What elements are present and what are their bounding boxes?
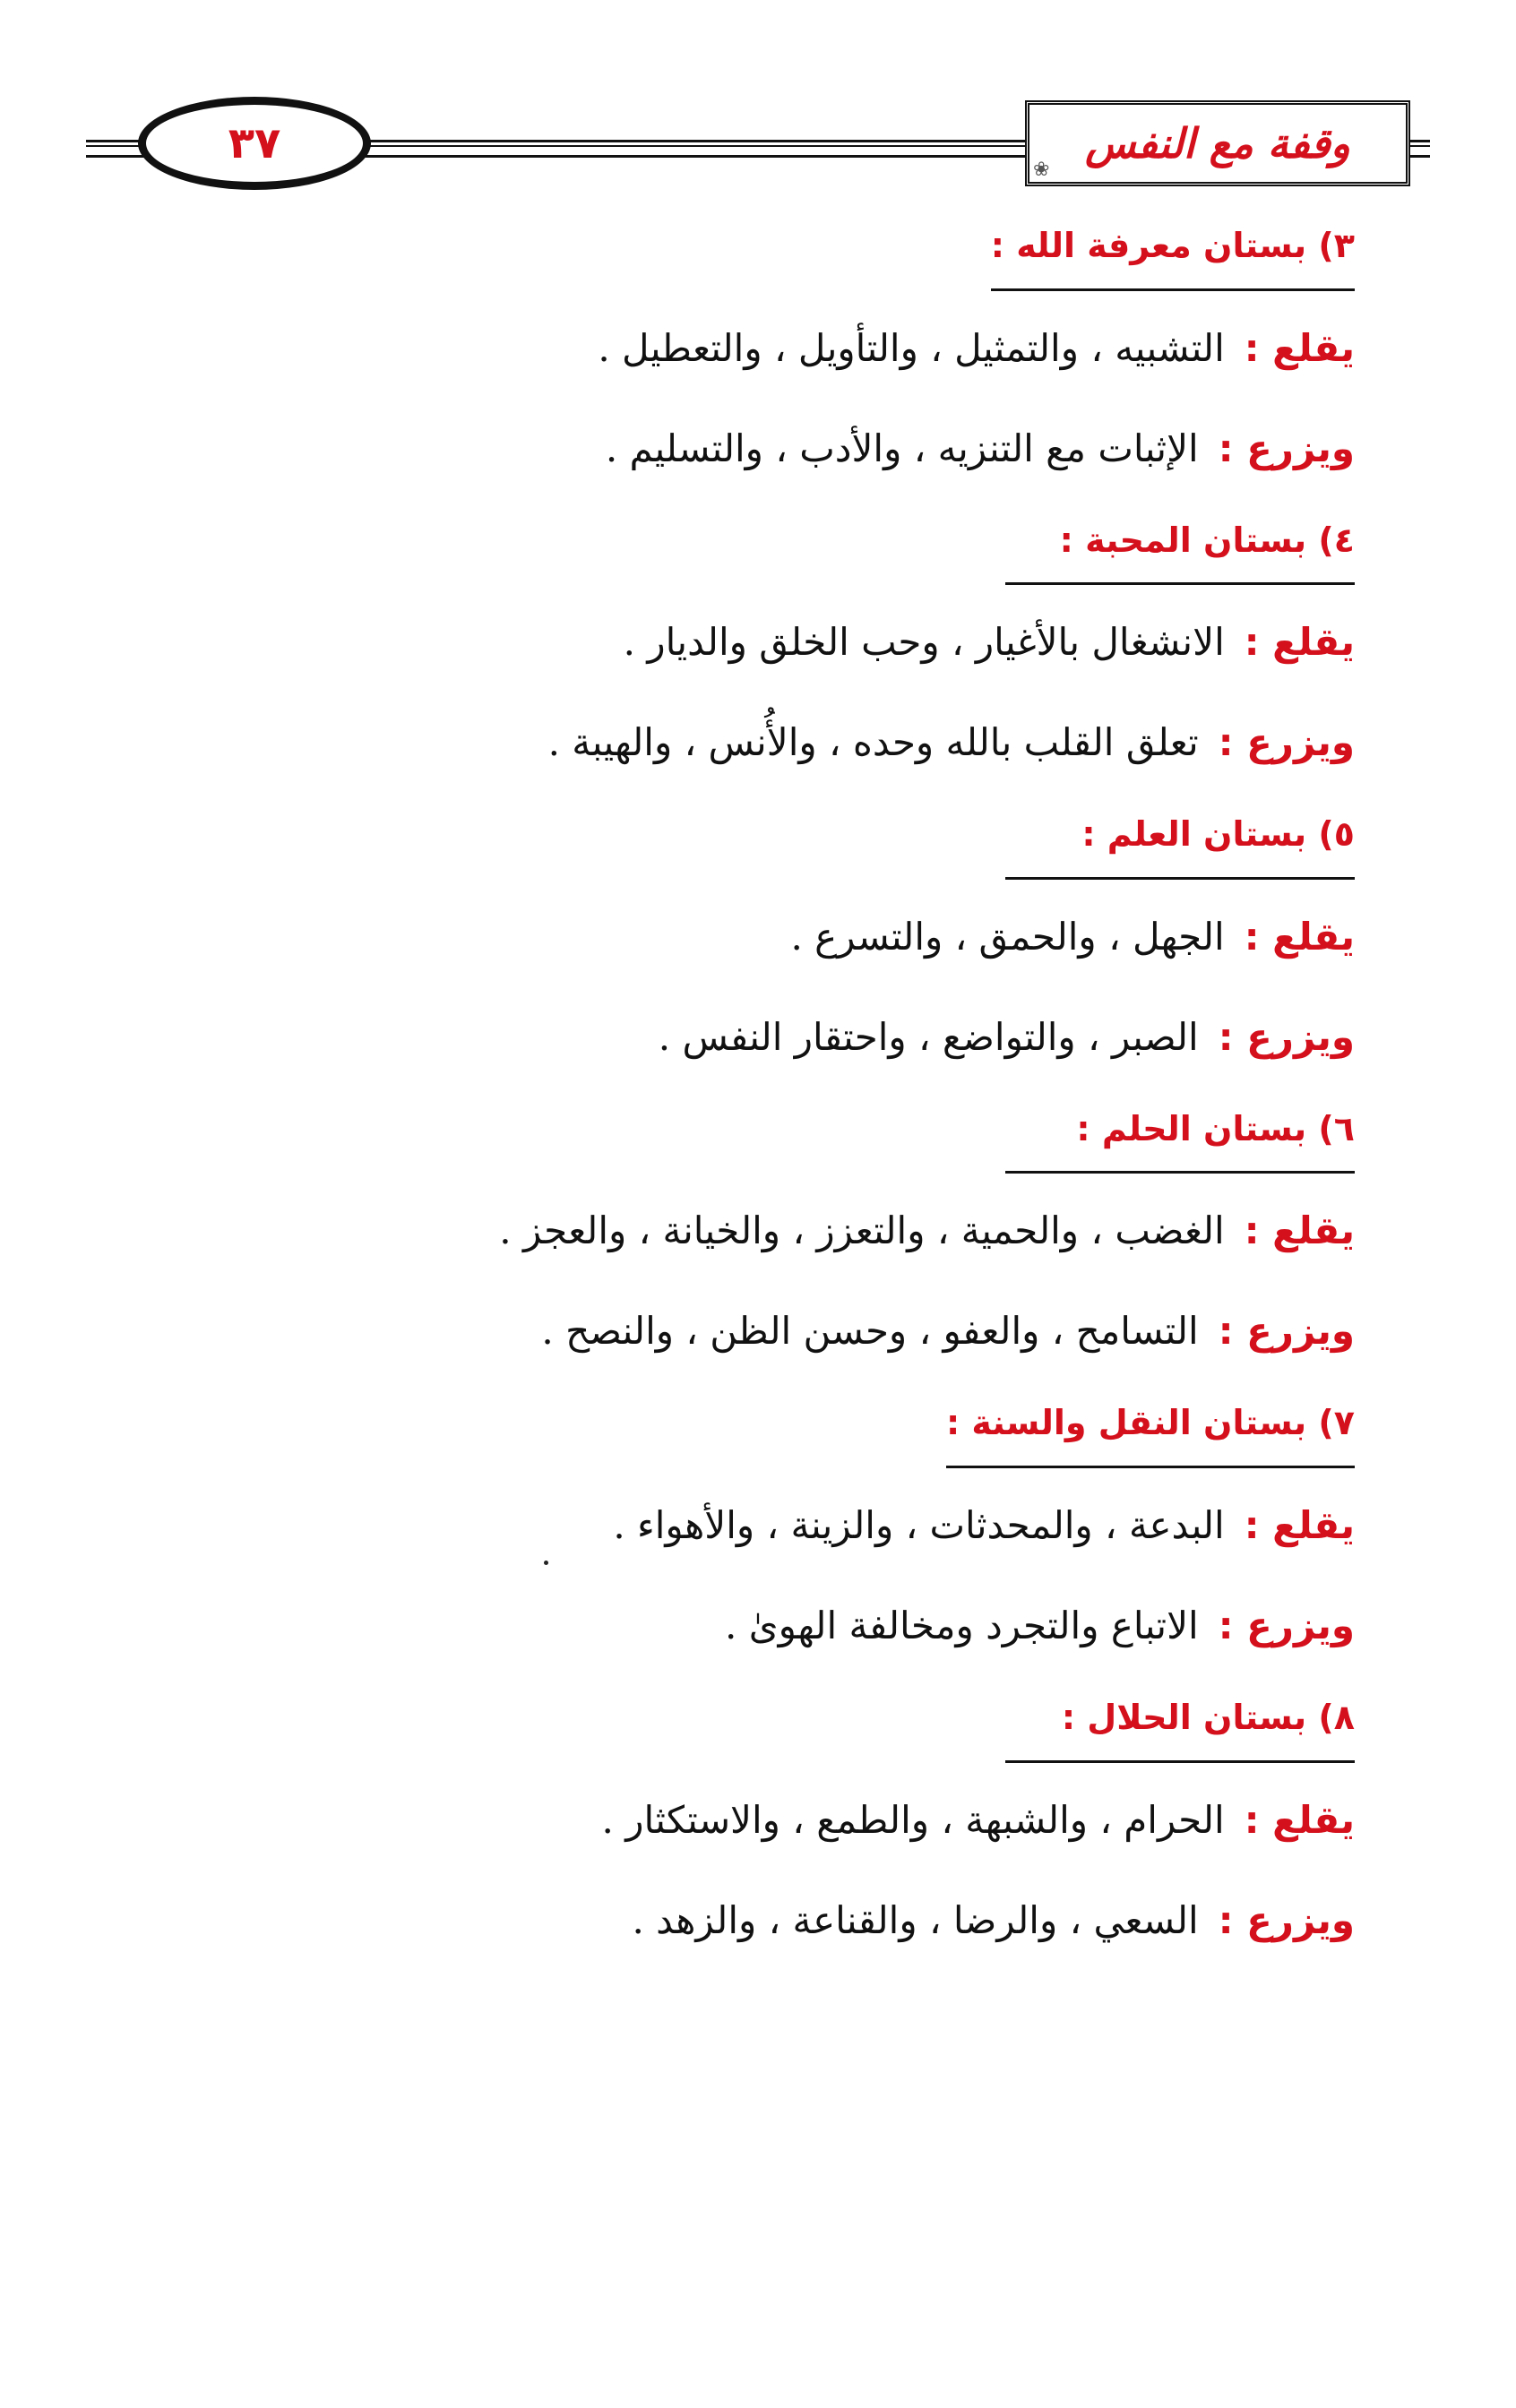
uproot-label: يقلع : <box>1244 1797 1355 1842</box>
plant-text: الإثبات مع التنزيه ، والأدب ، والتسليم . <box>605 426 1199 470</box>
plant-label: ويزرع : <box>1218 1603 1355 1647</box>
plant-label: ويزرع : <box>1218 426 1355 470</box>
uproot-label: يقلع : <box>1244 325 1355 370</box>
section-7 <box>172 1403 1355 1649</box>
section-heading: ٣) بستان معرفة الله : <box>990 226 1355 265</box>
uproot-line <box>172 325 1355 372</box>
plant-line <box>172 1014 1355 1061</box>
print-speck <box>544 1561 548 1565</box>
page-header <box>86 90 1430 201</box>
section-8 <box>172 1698 1355 1944</box>
heading-underline <box>1005 877 1355 880</box>
section-4 <box>172 520 1355 767</box>
plant-label: ويزرع : <box>1218 720 1355 765</box>
section-heading: ٥) بستان العلم : <box>1081 814 1355 855</box>
heading-underline <box>1005 1171 1355 1174</box>
uproot-line <box>172 1797 1355 1844</box>
uproot-text: الجهل ، والحمق ، والتسرع . <box>790 914 1225 959</box>
plant-text: التسامح ، والعفو ، وحسن الظن ، والنصح . <box>541 1309 1199 1354</box>
running-title: وقفة مع النفس <box>1085 119 1350 168</box>
page-number: ٣٧ <box>228 118 281 168</box>
section-heading: ٧) بستان النقل والسنة : <box>945 1403 1355 1443</box>
plant-text: تعلق القلب بالله وحده ، والأُنس ، والهيبة . <box>547 720 1199 765</box>
uproot-line <box>172 1208 1355 1254</box>
uproot-text: التشبيه ، والتمثيل ، والتأويل ، والتعطيل . <box>598 325 1225 370</box>
plant-text: الصبر ، والتواضع ، واحتقار النفس . <box>658 1014 1199 1059</box>
plant-line <box>172 1603 1355 1649</box>
plant-line <box>172 426 1355 472</box>
heading-underline <box>1005 582 1355 585</box>
uproot-label: يقلع : <box>1244 620 1355 665</box>
plant-label: ويزرع : <box>1218 1897 1355 1942</box>
page-number-oval <box>138 97 371 190</box>
plant-label: ويزرع : <box>1218 1309 1355 1354</box>
plant-line <box>172 1308 1355 1354</box>
section-heading: ٨) بستان الحلال : <box>1061 1697 1355 1737</box>
section-5 <box>172 814 1355 1061</box>
plant-text: الاتباع والتجرد ومخالفة الهوىٰ . <box>725 1603 1199 1647</box>
uproot-text: البدعة ، والمحدثات ، والزينة ، والأهواء . <box>613 1502 1225 1547</box>
plant-line <box>172 1897 1355 1944</box>
uproot-text: الحرام ، والشبهة ، والطمع ، والاستكثار . <box>601 1797 1225 1842</box>
plant-text: السعي ، والرضا ، والقناعة ، والزهد . <box>632 1897 1199 1942</box>
heading-underline <box>1005 1760 1355 1763</box>
uproot-label: يقلع : <box>1244 1502 1355 1547</box>
flower-ornament-icon: ❀ <box>1033 159 1050 181</box>
heading-underline <box>991 288 1355 291</box>
section-3 <box>172 226 1355 472</box>
plant-line <box>172 719 1355 766</box>
section-6 <box>172 1109 1355 1355</box>
uproot-line <box>172 1502 1355 1549</box>
uproot-text: الغضب ، والحمية ، والتعزز ، والخيانة ، والعجز . <box>499 1208 1225 1253</box>
section-heading: ٤) بستان المحبة : <box>1059 520 1355 560</box>
running-title-box <box>1025 100 1410 186</box>
uproot-line <box>172 914 1355 960</box>
uproot-text: الانشغال بالأغيار ، وحب الخلق والديار . <box>623 620 1225 665</box>
uproot-line <box>172 619 1355 666</box>
section-heading: ٦) بستان الحلم : <box>1076 1108 1355 1148</box>
plant-label: ويزرع : <box>1218 1014 1355 1059</box>
uproot-label: يقلع : <box>1244 1208 1355 1253</box>
page-body <box>172 226 1355 1998</box>
uproot-label: يقلع : <box>1244 914 1355 959</box>
heading-underline <box>946 1466 1355 1468</box>
